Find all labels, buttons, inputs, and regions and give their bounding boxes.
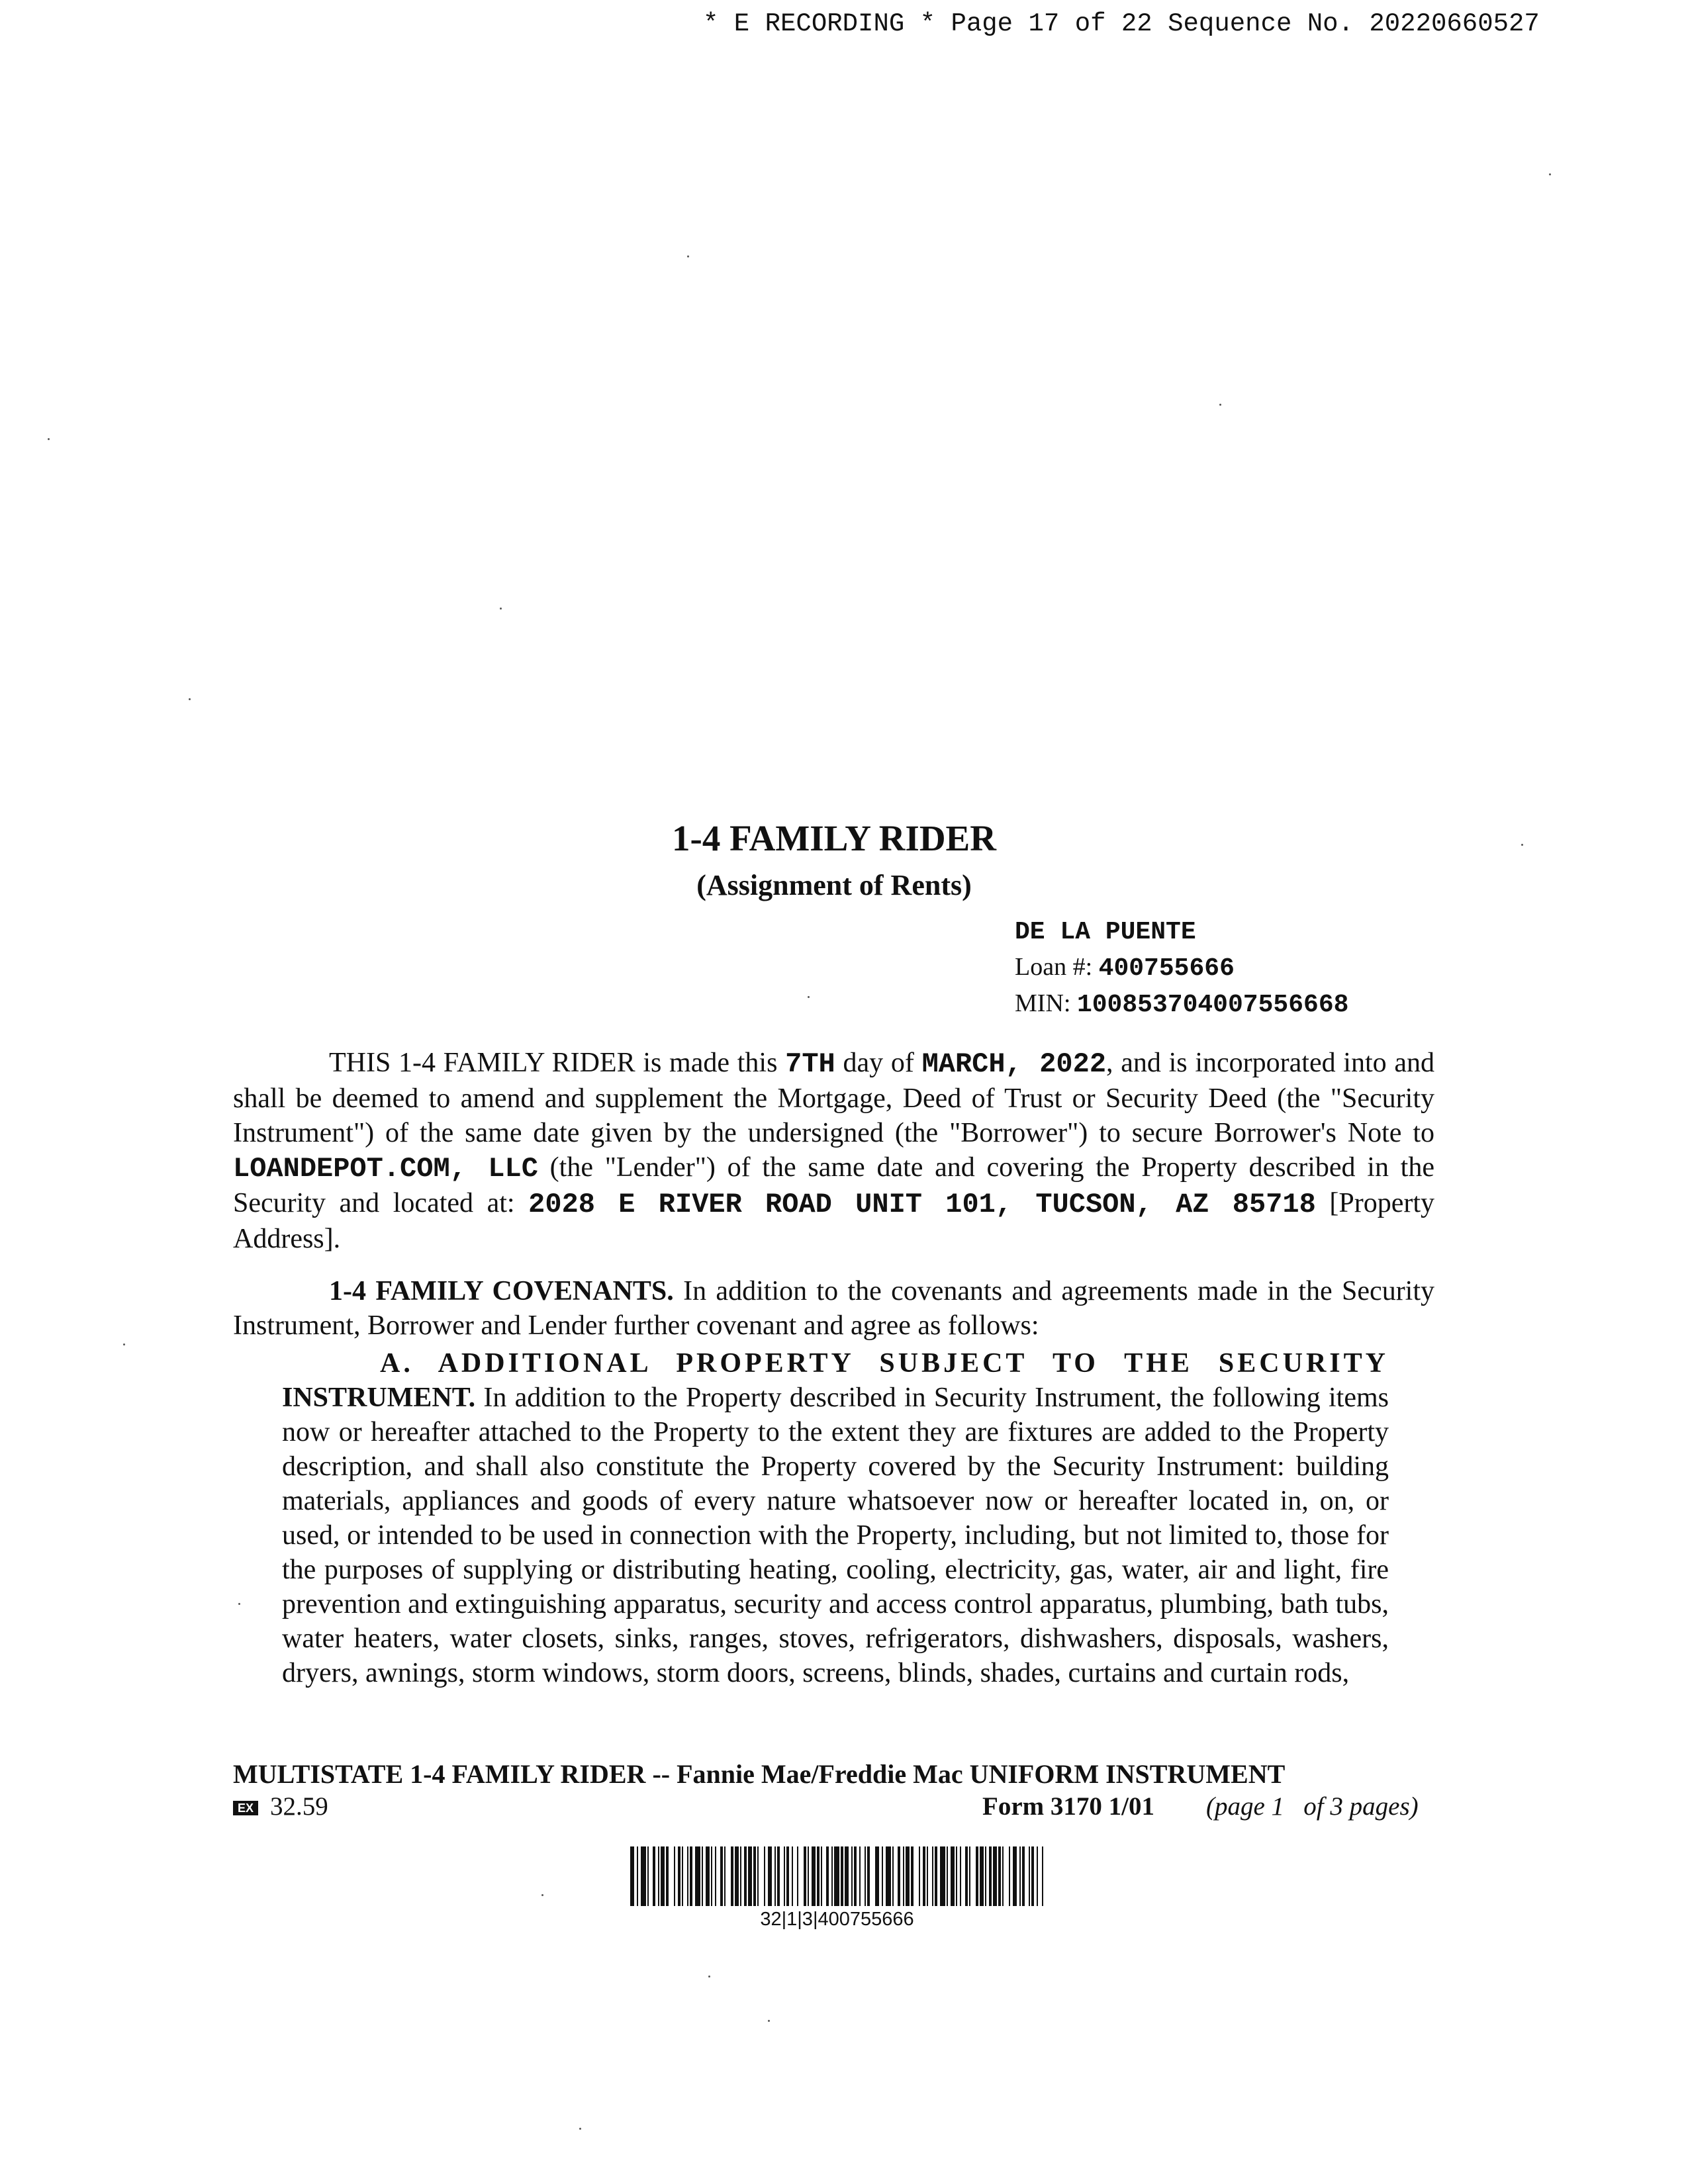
barcode-bar — [965, 1846, 968, 1906]
barcode-bar — [1013, 1846, 1017, 1906]
scan-speck — [123, 1343, 125, 1345]
scan-speck — [238, 1603, 240, 1605]
barcode-bar — [637, 1846, 638, 1906]
barcode-bar — [817, 1846, 820, 1906]
barcode-bar — [658, 1846, 659, 1906]
section-a-heading: A. ADDITIONAL PROPERTY SUBJECT TO THE SECURITY — [380, 1348, 1389, 1379]
barcode-bar — [998, 1846, 1001, 1906]
barcode-bar — [630, 1846, 634, 1906]
barcode-bar — [831, 1846, 833, 1906]
barcode-bar — [919, 1846, 920, 1906]
barcode-bar — [706, 1846, 710, 1906]
barcode-bar — [786, 1846, 789, 1906]
barcode-bar — [993, 1846, 997, 1906]
intro-text-3: , and is incorporated into and shall be deemed to amend and supplement the Mortgage, Deed of Trust or Security Deed (the "Security Instrument") of the same date given by the undersigned (the "Borrower") to secure Borrower's Note to — [233, 1048, 1434, 1148]
barcode-bar — [753, 1846, 756, 1906]
scan-speck — [541, 1894, 543, 1896]
barcode-bar — [903, 1846, 904, 1906]
footer-title: MULTISTATE 1-4 FAMILY RIDER -- Fannie Mae/Freddie Mac UNIFORM INSTRUMENT — [233, 1759, 1286, 1789]
barcode-bar — [821, 1846, 822, 1906]
barcode-bar — [641, 1846, 646, 1906]
barcode-bar — [1042, 1846, 1043, 1906]
intro-text-2: day of — [835, 1048, 922, 1078]
barcode-bar — [956, 1846, 957, 1906]
min-line — [1015, 986, 1348, 1023]
barcode-bar — [865, 1846, 866, 1906]
barcode-bar — [1002, 1846, 1004, 1906]
scan-speck — [48, 438, 50, 440]
barcode-bar — [744, 1846, 747, 1906]
intro-text-4: (the "Lender") of the same date and covering the Property described in the Security and located at: — [233, 1152, 1434, 1218]
ex-logo-icon: EX — [233, 1801, 258, 1815]
barcode-bar — [826, 1846, 829, 1906]
barcode-bar — [951, 1846, 955, 1906]
scan-speck — [708, 1976, 710, 1978]
barcode-bar — [808, 1846, 809, 1906]
barcode-bar — [947, 1846, 948, 1906]
min-label: MIN: — [1015, 989, 1077, 1017]
covenants-paragraph — [233, 1274, 1434, 1343]
barcode-bar — [932, 1846, 933, 1906]
barcode-bar — [980, 1846, 984, 1906]
barcode-bar — [777, 1846, 780, 1906]
barcode-bar — [764, 1846, 765, 1906]
barcode-bar — [674, 1846, 675, 1906]
barcode-bar — [797, 1846, 798, 1906]
scan-speck — [500, 608, 502, 610]
barcode-bar — [1019, 1846, 1021, 1906]
barcode-bar — [690, 1846, 692, 1906]
section-a-text: In addition to the Property described in Security Instrument, the following items now or hereafter attached to the Property to the extent they are fixtures are added to the Property description, and shall also constitute the Property covered by the Security Instrument: building materials, appliances and goods of every nature whatsoever now or hereafter located in, on, or used, or intended to be used in connection with the Property, including, but not limited to, those for the purposes of supplying or distributing heating, cooling, electricity, gas, water, air and light, fire prevention and extinguishing apparatus, security and access control apparatus, plumbing, bath tubs, water heaters, water closets, sinks, ranges, stoves, refrigerators, dishwashers, disposals, washers, dryers, awnings, storm windows, storm doors, screens, blinds, shades, curtains and curtain rods, — [282, 1383, 1389, 1688]
barcode-bar — [653, 1846, 655, 1906]
scan-speck — [687, 255, 689, 257]
barcode-bar — [940, 1846, 945, 1906]
loan-number: 400755666 — [1098, 954, 1235, 983]
barcode-bar — [740, 1846, 741, 1906]
barcode-bar — [841, 1846, 843, 1906]
intro-paragraph — [233, 1046, 1434, 1256]
barcode-bar — [1022, 1846, 1025, 1906]
barcode-bar — [1037, 1846, 1038, 1906]
borrower-block — [1015, 915, 1348, 1023]
intro-text-1: THIS 1-4 FAMILY RIDER is made this — [329, 1048, 786, 1078]
property-address: 2028 E RIVER ROAD UNIT 101, TUCSON, AZ 85718 — [528, 1189, 1316, 1220]
barcode-bar — [715, 1846, 716, 1906]
form-code-number: 32.59 — [270, 1792, 328, 1821]
barcode-bar — [687, 1846, 688, 1906]
barcode-bar — [969, 1846, 970, 1906]
barcode-bar — [774, 1846, 776, 1906]
scan-speck — [1549, 173, 1551, 175]
barcode-icon — [630, 1846, 1044, 1906]
form-number: Form 3170 1/01 — [982, 1792, 1154, 1821]
barcode-bar — [661, 1846, 665, 1906]
barcode-bar — [867, 1846, 870, 1906]
barcode-bar — [927, 1846, 928, 1906]
barcode-bar — [711, 1846, 712, 1906]
barcode-bar — [845, 1846, 849, 1906]
barcode-bar — [935, 1846, 937, 1906]
barcode-bar — [960, 1846, 961, 1906]
covenants-heading: 1-4 FAMILY COVENANTS. — [329, 1276, 674, 1306]
barcode-bar — [892, 1846, 894, 1906]
lender-name: LOANDEPOT.COM, LLC — [233, 1153, 538, 1185]
barcode-bar — [647, 1846, 649, 1906]
barcode-bar — [923, 1846, 925, 1906]
scan-speck — [579, 2128, 581, 2130]
barcode-bar — [1029, 1846, 1030, 1906]
barcode-bar — [985, 1846, 986, 1906]
rider-day: 7TH — [785, 1048, 835, 1080]
barcode-bar — [906, 1846, 910, 1906]
barcode-bar — [666, 1846, 669, 1906]
barcode-bar — [812, 1846, 816, 1906]
barcode-bar — [735, 1846, 739, 1906]
document-title: 1-4 FAMILY RIDER — [672, 818, 996, 858]
barcode-bar — [834, 1846, 839, 1906]
barcode-bar — [851, 1846, 853, 1906]
barcode-bar — [792, 1846, 793, 1906]
page-info: (page 1 of 3 pages) — [1206, 1792, 1419, 1821]
barcode-bar — [976, 1846, 978, 1906]
barcode-bar — [768, 1846, 772, 1906]
loan-label: Loan #: — [1015, 953, 1099, 981]
barcode-bar — [875, 1846, 879, 1906]
barcode-bar — [886, 1846, 891, 1906]
barcode-bar — [682, 1846, 683, 1906]
barcode-bar — [911, 1846, 914, 1906]
barcode-bar — [678, 1846, 680, 1906]
loan-line — [1015, 950, 1348, 986]
scan-speck — [768, 2020, 770, 2022]
barcode-bar — [859, 1846, 861, 1906]
covenants-text: In addition to the covenants and agreements made in the Security Instrument, Borrower and Lender further covenant and agree as follows: — [233, 1276, 1435, 1341]
barcode-bar — [784, 1846, 785, 1906]
barcode-bar — [695, 1846, 700, 1906]
scan-speck — [189, 698, 191, 700]
barcode-bar — [1009, 1846, 1010, 1906]
barcode-bar — [989, 1846, 992, 1906]
borrower-name: DE LA PUENTE — [1015, 918, 1196, 946]
section-a-heading-end: INSTRUMENT. — [282, 1383, 476, 1413]
barcode-bar — [731, 1846, 733, 1906]
barcode-bar — [748, 1846, 752, 1906]
barcode-bar — [898, 1846, 900, 1906]
barcode-bar — [757, 1846, 759, 1906]
barcode-bar — [854, 1846, 857, 1906]
barcode-bar — [724, 1846, 726, 1906]
intro-text-5: [Property Address]. — [233, 1188, 1434, 1254]
barcode-bar — [804, 1846, 806, 1906]
section-a-paragraph — [282, 1346, 1389, 1690]
barcode-text: 32|1|3|400755666 — [760, 1909, 914, 1930]
barcode-bar — [720, 1846, 723, 1906]
recording-header: * E RECORDING * Page 17 of 22 Sequence No. 20220660527 — [703, 9, 1540, 38]
form-code — [233, 1792, 328, 1821]
scan-speck — [1521, 844, 1523, 846]
barcode-bar — [702, 1846, 703, 1906]
document-subtitle: (Assignment of Rents) — [696, 869, 972, 901]
barcode-bar — [1031, 1846, 1034, 1906]
min-number: 100853704007556668 — [1076, 991, 1349, 1019]
barcode-bar — [882, 1846, 883, 1906]
scan-speck — [1219, 404, 1221, 406]
scan-speck — [808, 996, 810, 998]
rider-month-year: MARCH, 2022 — [921, 1048, 1107, 1080]
